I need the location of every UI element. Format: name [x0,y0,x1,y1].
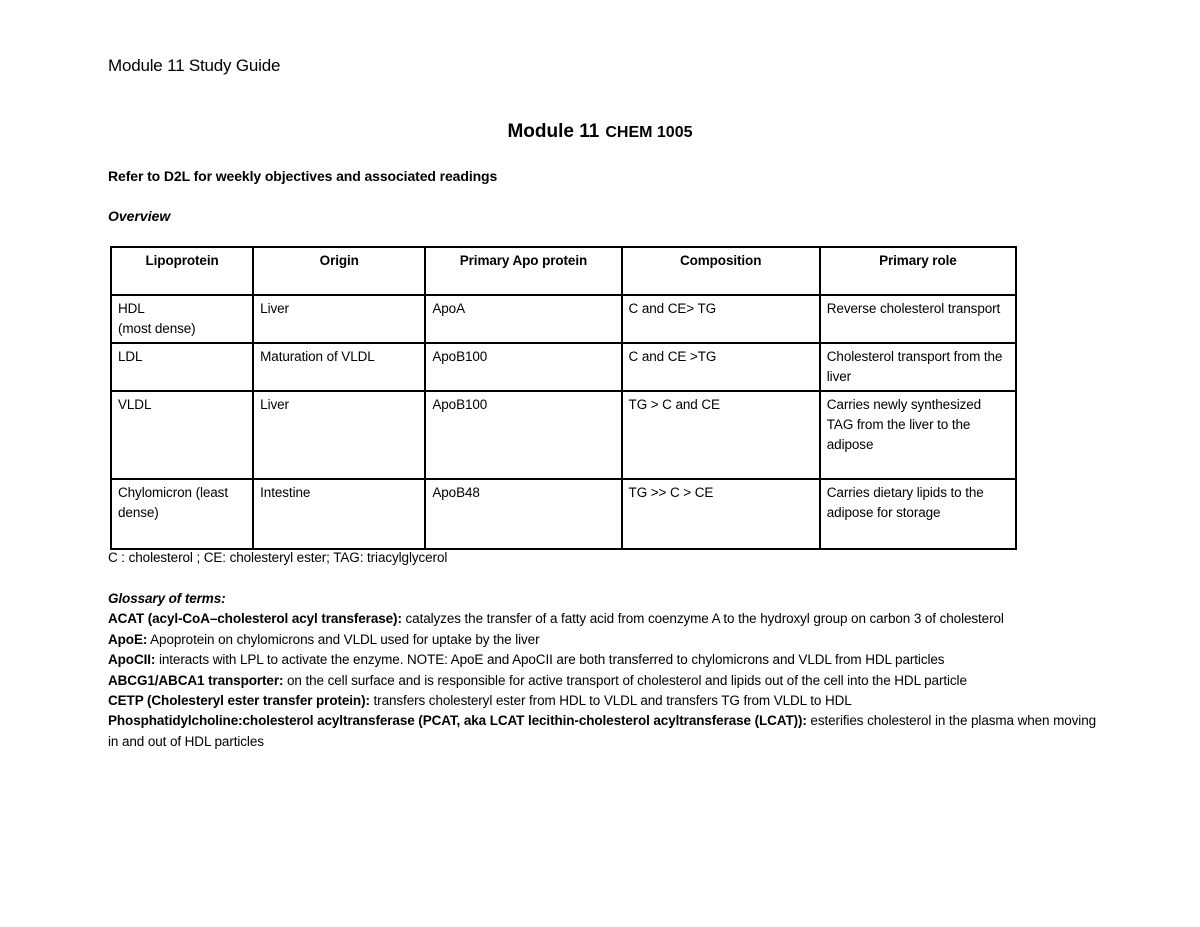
cell-lipoprotein: VLDL [111,391,253,479]
cell-apo-protein: ApoA [425,295,621,343]
column-header-primary-role: Primary role [820,247,1016,295]
page-header: Module 11 Study Guide [108,56,281,75]
glossary-term: CETP (Cholesteryl ester transfer protein): [108,693,370,709]
table-row [111,343,1016,391]
glossary-entry-cetp [108,691,1098,711]
table-row [111,295,1016,343]
cell-composition: TG > C and CE [622,391,820,479]
glossary-definition: Apoprotein on chylomicrons and VLDL used for uptake by the liver [147,631,540,647]
column-header-composition: Composition [622,247,820,295]
cell-primary-role: Carries newly synthesized TAG from the liver to the adipose [820,391,1016,479]
cell-origin: Maturation of VLDL [253,343,425,391]
cell-origin: Intestine [253,479,425,549]
table-row [111,391,1016,479]
glossary-section [108,589,1098,752]
column-header-apo-protein: Primary Apo protein [425,247,621,295]
glossary-entry-apoe [108,630,1098,650]
cell-lipoprotein: Chylomicron (least dense) [111,479,253,549]
lipoprotein-table [110,246,1017,550]
cell-primary-role: Carries dietary lipids to the adipose for storage [820,479,1016,549]
column-header-origin: Origin [253,247,425,295]
cell-composition: C and CE> TG [622,295,820,343]
table-row [111,479,1016,549]
cell-apo-protein: ApoB48 [425,479,621,549]
document-title [0,121,1200,143]
glossary-entry-apocii [108,650,1098,670]
glossary-term: ABCG1/ABCA1 transporter: [108,672,284,688]
table-header-row [111,247,1016,295]
glossary-definition: interacts with LPL to activate the enzyme. NOTE: ApoE and ApoCII are both transferred to chylomicrons and VLDL from HDL particles [155,652,945,668]
cell-lipoprotein-note: (most dense) [118,321,196,336]
glossary-term: ACAT (acyl-CoA–cholesterol acyl transferase): [108,611,402,627]
glossary-definition: esterifies cholesterol in the plasma when moving in and out of HDL particles [108,713,1097,749]
cell-origin: Liver [253,295,425,343]
refer-instruction: Refer to D2L for weekly objectives and associated readings [108,168,498,184]
glossary-term: ApoCII: [108,652,156,668]
cell-lipoprotein [111,295,253,343]
glossary-term: Phosphatidylcholine:cholesterol acyltransferase (PCAT, aka LCAT lecithin-cholesterol acyltransferase (LCAT)): [108,713,807,729]
column-header-lipoprotein: Lipoprotein [111,247,253,295]
cell-primary-role: Cholesterol transport from the liver [820,343,1016,391]
document-title-course: CHEM 1005 [605,124,693,141]
cell-apo-protein: ApoB100 [425,391,621,479]
overview-heading: Overview [108,208,171,224]
glossary-definition: transfers cholesteryl ester from HDL to VLDL and transfers TG from VLDL to HDL [369,693,852,709]
glossary-entry-lcat [108,711,1098,752]
glossary-term: ApoE: [108,631,148,647]
document-title-main: Module 11 [507,121,600,142]
cell-origin: Liver [253,391,425,479]
glossary-definition: on the cell surface and is responsible for active transport of cholesterol and lipids out of the cell into the HDL particle [283,672,967,688]
glossary-entry-abc-transporter [108,671,1098,691]
cell-apo-protein: ApoB100 [425,343,621,391]
glossary-definition: catalyzes the transfer of a fatty acid from coenzyme A to the hydroxyl group on carbon 3 of cholesterol [401,611,1004,627]
cell-lipoprotein-name: HDL [118,301,145,316]
glossary-entry-acat [108,609,1098,629]
glossary-heading: Glossary of terms: [108,591,226,606]
cell-primary-role: Reverse cholesterol transport [820,295,1016,343]
cell-lipoprotein: LDL [111,343,253,391]
cell-composition: TG >> C > CE [622,479,820,549]
abbreviation-note: C : cholesterol ; CE: cholesteryl ester; TAG: triacylglycerol [108,550,448,565]
cell-composition: C and CE >TG [622,343,820,391]
